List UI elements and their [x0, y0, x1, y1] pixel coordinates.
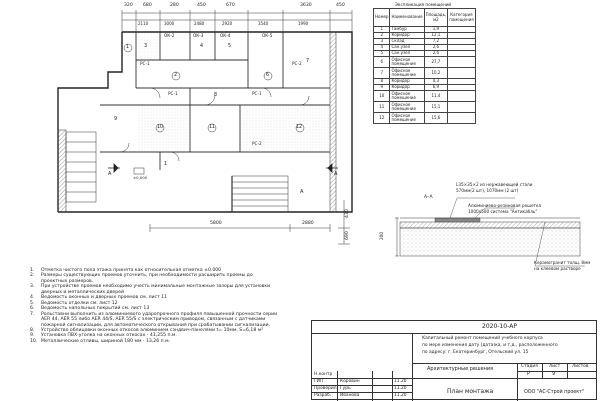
section-marker-left: A — [108, 171, 112, 177]
room-tag-1: ОК-2 — [164, 33, 175, 38]
role-4: Разраб. — [314, 393, 332, 398]
note-line: 5. Ведомость отделки см. лист 12 — [30, 300, 118, 306]
dim-top-3: 280 — [170, 3, 179, 8]
sheet-title: План монтажа — [447, 388, 494, 395]
left-stair — [66, 132, 96, 202]
dim-top-4: 450 — [197, 3, 206, 8]
dim-inner-2: 3000 — [164, 21, 175, 26]
room-tag-5: РС-1 — [140, 61, 150, 66]
section-callout-3: Алюминиево-резиновая решетка — [468, 203, 542, 208]
date-2: 11.20 — [394, 379, 407, 384]
room-tag-3: ОК-4 — [220, 33, 231, 38]
room-number-11: 11 — [209, 125, 216, 130]
room-tag-4: ОК-5 — [262, 33, 273, 38]
table-row: 3 Склад 7,2 — [374, 39, 476, 45]
stage-value: Р — [527, 371, 531, 377]
date-3: 11.20 — [394, 386, 407, 391]
title-block — [311, 320, 597, 400]
note-line: 6. Ведомость напольных покрытий см. лист 13 — [30, 306, 150, 312]
col-category: Категория помещения — [448, 9, 475, 27]
table-row: 2 Коридор 12,1 — [374, 33, 476, 39]
table-row: 12 Офисное помещение 15,6 — [374, 113, 476, 124]
room-number-8: 8 — [214, 93, 218, 98]
wall-hatch-left — [58, 130, 66, 212]
role-2: ГИП — [314, 379, 324, 384]
dim-inner-6: 1990 — [298, 21, 309, 26]
table-row: 10 Офисное помещение 11,4 — [374, 91, 476, 102]
dim-top-1: 320 — [124, 3, 133, 8]
note-line: 2. Размеры существующих проемов уточнить, при необходимости расширить проемы до — [30, 273, 253, 279]
note-line: проектных размеров. — [41, 278, 94, 284]
section-dim: 200 — [379, 232, 384, 240]
dim-top-5: 670 — [226, 3, 235, 8]
explication-title: Экспликация помещений — [395, 2, 452, 7]
explication-table — [373, 8, 476, 124]
room-tag-7: РС-1 — [168, 91, 178, 96]
name-4: Иванова — [340, 393, 360, 398]
room-number-6: 6 — [266, 73, 270, 78]
note-line: дверных и металлических дверей — [41, 289, 124, 295]
table-row: 1 Тамбур 1,9 — [374, 27, 476, 33]
top-dimension — [122, 10, 352, 32]
room-number-2: 2 — [174, 73, 178, 78]
dim-bottom-2: 2880 — [302, 221, 314, 226]
section-callout-1: L35×35×2 из нержавеющей стали — [456, 182, 533, 187]
room-number-4: 4 — [200, 44, 204, 49]
table-row: 6 Офисное помещение 27,7 — [374, 57, 476, 68]
room-number-5: 5 — [228, 44, 232, 49]
note-line: 3. При устройстве проемов необходимо учесть минимальные монтажные зазоры для установки — [30, 284, 271, 290]
table-row: 7 Офисное помещение 10,2 — [374, 68, 476, 79]
name-2: Коровин — [340, 379, 360, 384]
dim-top-7: 450 — [336, 3, 345, 8]
elevation-mark: ±0,000 — [133, 175, 148, 180]
marker-a: A — [300, 189, 304, 195]
room-number-7: 7 — [306, 59, 310, 64]
room-number-10: 10 — [157, 125, 164, 130]
room-tag-2: ОК-3 — [193, 33, 204, 38]
elevation-box — [134, 168, 144, 174]
dim-top-2: 680 — [143, 3, 152, 8]
room-number-12: 12 — [296, 125, 303, 130]
project-desc-1: Капитальный ремонт помещений учебного корпуса — [422, 336, 543, 341]
table-row: 4 Сан.узел 2,6 — [374, 45, 476, 51]
room-tag-9: РС-2 — [252, 141, 262, 146]
table-row: 8 Коридор 4,3 — [374, 79, 476, 85]
note-line: 7. Рольставни выполнить из алюминиевого ударопрочного профиля повышенной прочности серии — [30, 311, 278, 317]
sheets-header: Листов — [572, 364, 589, 369]
name-3: Гурь — [340, 386, 351, 391]
date-4: 11.20 — [394, 393, 407, 398]
table-row: 5 Сан.узел 2,6 — [374, 51, 476, 57]
project-desc-3: по адресу: г. Екатеринбург, Отельский ул. 15 — [422, 350, 529, 355]
table-row: 9 Коридор 6,9 — [374, 85, 476, 91]
wall-hatch-right — [330, 32, 336, 212]
note-line: 1. Отметка чистого пола этажа принята как относительная отметка ±0.000 — [30, 268, 222, 273]
section-label: A–A — [424, 195, 433, 200]
section-marker-right: A — [334, 171, 338, 177]
note-line: AER 44, AER 55 либо AER 44/S, AER 55/S с электрическим приводом, связанным с датчиками — [41, 317, 266, 323]
section-callout-2: 570мм(2 шт), 1070мм (2 шт) — [456, 188, 519, 193]
dim-inner-5: 3540 — [258, 21, 269, 26]
table-row: 11 Офисное помещение 15,1 — [374, 102, 476, 113]
section-callout-bottom-1: Керамогранит толщ. 8мм — [534, 260, 591, 265]
section-callout-bottom-2: на клеевом растворе — [534, 266, 581, 271]
bottom-stair — [232, 176, 288, 212]
general-notes — [30, 268, 335, 344]
note-line: 9. Установка ПВХ-уголка на оконных откосах - 41,255 п.м. — [30, 333, 177, 339]
col-name: Наименование — [390, 9, 424, 27]
dim-right-1: 430 — [345, 209, 350, 218]
company-name: ООО "АС-Строй проект" — [524, 390, 585, 395]
dim-inner-1: 2110 — [138, 21, 149, 26]
dim-right-2: 690 — [345, 231, 350, 240]
note-line: 8. Устройство облицовки оконных откосов алюминием сэндвич-панелями t= 10мм, S=6,18 м² — [30, 327, 264, 333]
marker-1: 1 — [164, 161, 168, 167]
role-1: Н.контр — [314, 372, 333, 377]
project-code: 2020-10-АР — [482, 323, 517, 330]
floor-plan — [0, 0, 370, 250]
project-desc-2: по мере изменения дату (дата)ка, и т.д., расположенного — [422, 343, 558, 348]
room-number-1: 1 — [126, 45, 130, 50]
col-area: Площадь, м2 — [424, 9, 448, 27]
room-number-9: 9 — [114, 117, 118, 122]
room-tag-6: РС-2 — [292, 61, 302, 66]
room-tag-8: РС-1 — [252, 91, 262, 96]
note-line: пожарной сигнализации, для автоматического открывания при срабатывании сигнализации. — [41, 322, 271, 328]
room-number-3: 3 — [144, 44, 148, 49]
dim-inner-3: 2480 — [194, 21, 205, 26]
stage-header: Стадия — [521, 364, 538, 369]
sheet-header: Лист — [549, 364, 561, 369]
col-number: Номер — [374, 9, 390, 27]
section-name: Архитектурные решения — [427, 366, 494, 372]
sheet-value: 9 — [552, 371, 556, 377]
note-line: 10. Металлические отливы, шириной 180 мм - 13,26 п.м. — [30, 338, 171, 344]
dim-inner-4: 2920 — [222, 21, 233, 26]
section-callout-4: 1000х500 система "Антикабль" — [468, 209, 538, 214]
role-3: Проверил — [314, 386, 337, 391]
note-line: 4. Ведомость оконных и дверных проемов см. лист 11 — [30, 295, 168, 301]
dim-bottom-1: 5800 — [210, 221, 222, 226]
dim-top-6: 3630 — [300, 3, 312, 8]
